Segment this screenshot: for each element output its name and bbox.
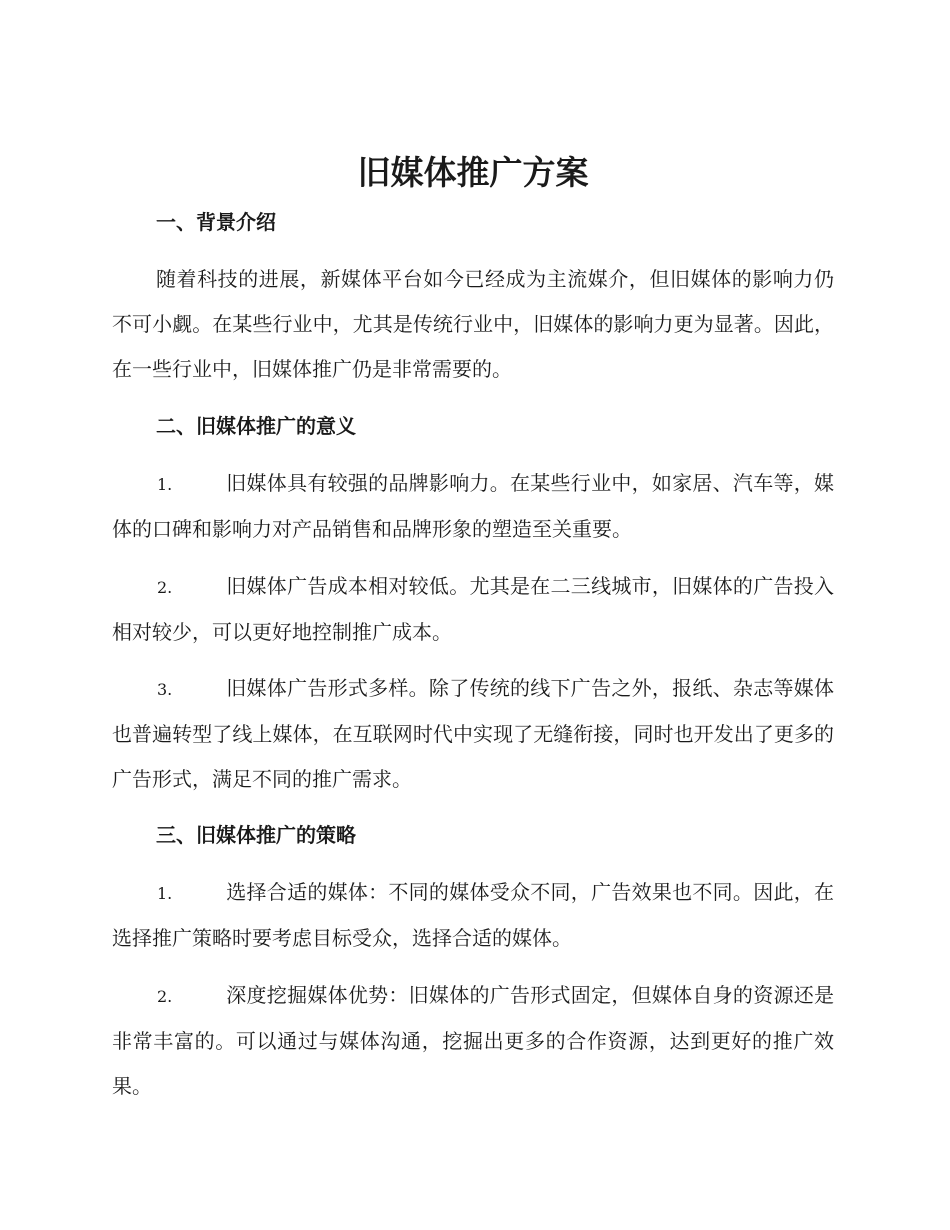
- section-heading-significance: 二、旧媒体推广的意义: [156, 414, 356, 438]
- list-item-number: 2.: [157, 987, 173, 1006]
- list-item-text: 旧媒体具有较强的品牌影响力。在某些行业中，如家居、汽车等，媒体的口碑和影响力对产品销售和品牌形象的塑造至关重要。: [112, 471, 834, 541]
- document-page: [112, 0, 834, 1230]
- list-item-text: 选择合适的媒体：不同的媒体受众不同，广告效果也不同。因此，在选择推广策略时要考虑目标受众，选择合适的媒体。: [112, 880, 834, 950]
- list-item: [112, 461, 834, 552]
- list-item-number: 3.: [157, 680, 173, 699]
- list-item-number: 2.: [157, 578, 173, 597]
- document-title: 旧媒体推广方案: [357, 153, 589, 192]
- section-heading-background: 一、背景介绍: [156, 210, 276, 234]
- list-item: [112, 564, 834, 655]
- list-item-number: 1.: [157, 475, 173, 494]
- section-heading-strategy: 三、旧媒体推广的策略: [156, 823, 356, 847]
- list-item-text: 旧媒体广告形式多样。除了传统的线下广告之外，报纸、杂志等媒体也普遍转型了线上媒体，在互联网时代中实现了无缝衔接，同时也开发出了更多的广告形式，满足不同的推广需求。: [112, 676, 834, 791]
- list-item-number: 1.: [157, 884, 173, 903]
- section-paragraph-background: 随着科技的进展，新媒体平台如今已经成为主流媒介，但旧媒体的影响力仍不可小觑。在某些行业中，尤其是传统行业中，旧媒体的影响力更为显著。因此，在一些行业中，旧媒体推广仍是非常需要的。: [112, 267, 834, 381]
- list-item-text: 深度挖掘媒体优势：旧媒体的广告形式固定，但媒体自身的资源还是非常丰富的。可以通过与媒体沟通，挖掘出更多的合作资源，达到更好的推广效果。: [112, 983, 834, 1098]
- list-item: [112, 870, 834, 961]
- list-item: [112, 666, 834, 802]
- list-item-text: 旧媒体广告成本相对较低。尤其是在二三线城市，旧媒体的广告投入相对较少，可以更好地控制推广成本。: [112, 574, 834, 644]
- list-item: [112, 973, 834, 1109]
